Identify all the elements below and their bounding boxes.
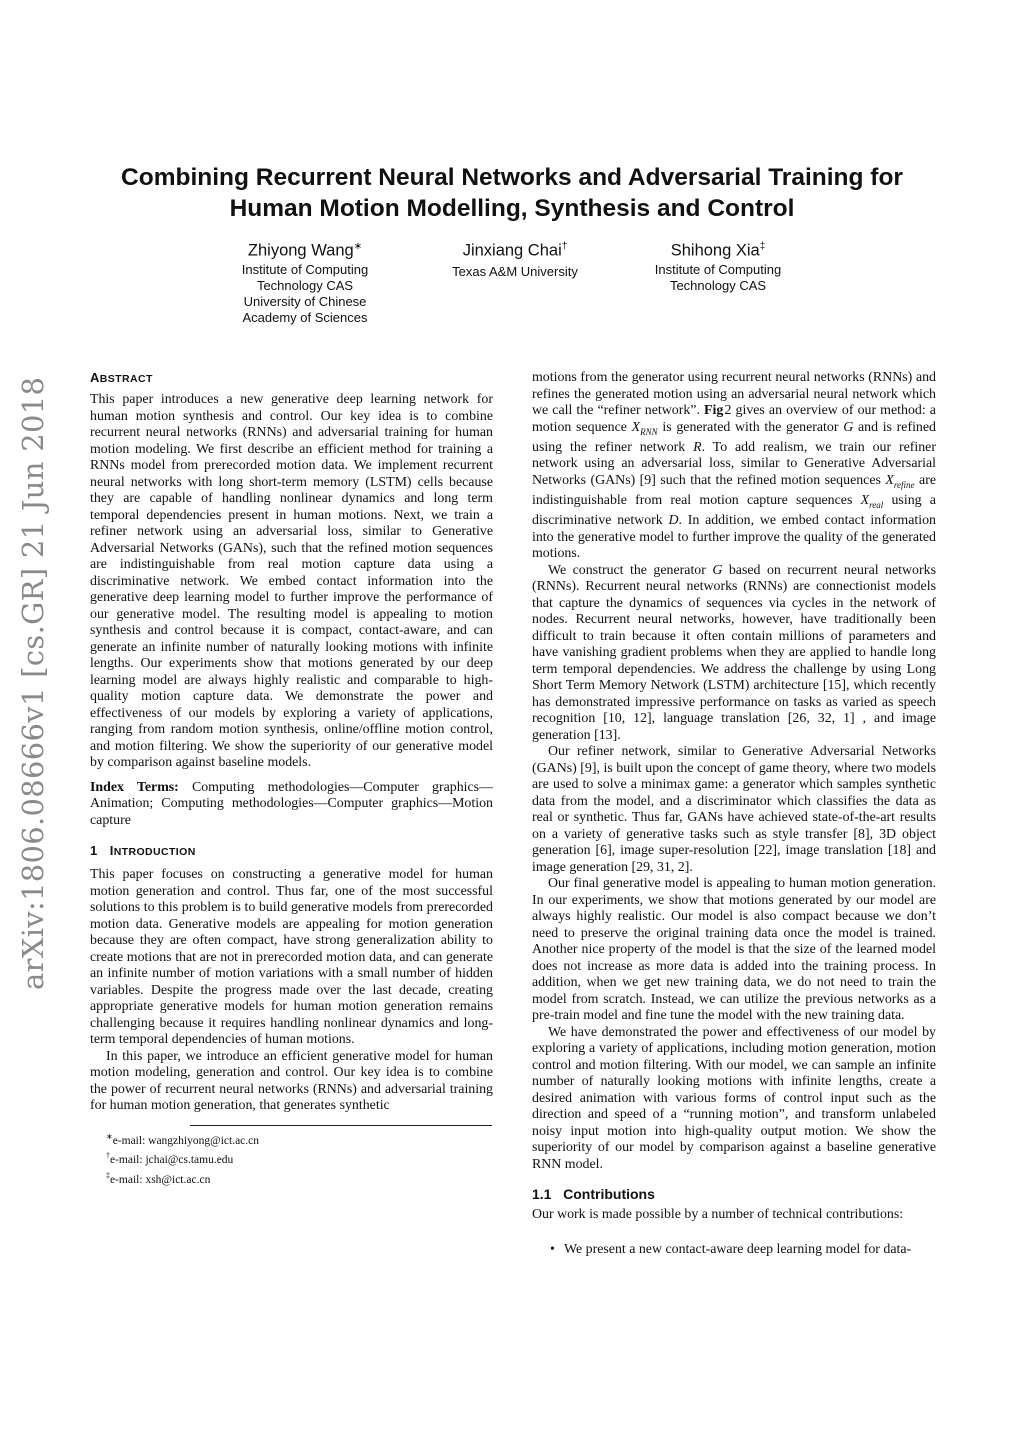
author-affiliation-line: Institute of Computing [241,261,369,277]
intro-heading: 1 INTRODUCTION [90,843,196,858]
author-affiliation-line: Technology CAS [256,277,354,293]
right-paragraph-3: Our refiner network, similar to Generative Adversarial Networks (GANs) [9], is built upon the concept of game theory, where two models are used to solve a minimax game: a generator which samples synthetic data from the model, and a discriminator which classifies the data as real or synthetic. Thus far, GANs have achieved state-of-the-art results on a variety of generative tasks such as style transfer [8], 3D object generation [6], image super-resolution [22], image translation [18] and image generation [29, 31, 2]. [532,744,936,875]
abstract-heading: ABSTRACT [90,370,153,385]
author-affiliation-line: Texas A&M University [452,263,578,279]
author-affiliation-line: Institute of Computing [654,261,782,277]
author-affiliation-line: Technology CAS [669,277,767,293]
right-paragraph-5: We have demonstrated the power and effectiveness of our model by exploring a variety of applications, including motion generation, motion control and motion filtering. With our model, we can sample an infinite number of naturally looking motions with infinite lengths, create a desired animation with various forms of control input such as the direction and speed of a “running motion”, and transform unlabeled noisy input motion into high-quality output motion. We show the superiority of our model by comparison against a baseline generative RNN model. [532,1024,936,1172]
abstract-body: This paper introduces a new generative deep learning network for human motion synthesis and control. Our key idea is to combine recurrent neural networks (RNNs) and adversarial training for human motion modeling. We first describe an efficient method for training a RNNs model from prerecorded motion data. We implement recurrent neural networks with long short-term memory (LSTM) cells because they are capable of handling nonlinear dynamics and long term temporal dependencies present in human motions. Next, we train a refiner network using an adversarial loss, similar to Generative Adversarial Networks (GANs), such that the refined motion sequences are indistinguishable from real motion capture data using a discriminative network. We embed contact information into the generative deep learning model to further improve the performance of our generative model. The resulting model is appealing to motion synthesis and control because it is compact, contact-aware, and can generate an infinite number of naturally looking motions with infinite lengths. Our experiments show that motions generated by our deep learning model are always highly realistic and comparable to high-quality motion capture data. We demonstrate the power and effectiveness of our models by exploring a variety of applications, ranging from random motion synthesis, online/offline motion control, and motion filtering. We show the superiority of our generative model by comparison against baseline models. [90,392,493,770]
title-line-2: Human Motion Modelling, Synthesis and Control [229,195,795,222]
index-terms-label: Index Terms: [90,779,179,795]
author-name: Zhiyong Wang∗ [247,241,363,260]
author-mark: ‡ [759,241,766,252]
index-terms [90,780,493,830]
arxiv-identifier: arXiv:1806.08666v1 [cs.GR] 21 Jun 2018 [16,376,50,990]
author-affiliation-line: University of Chinese [243,293,367,309]
author-block-3 [623,236,813,294]
footnote: †e-mail: jchai@cs.tamu.edu [106,1151,234,1167]
left-column [90,370,493,1188]
author-affiliation-line: Academy of Sciences [242,309,368,325]
footnote-rule [190,1125,492,1126]
title-line-1: Combining Recurrent Neural Networks and Adversarial Training for [121,164,903,191]
author-block-2 [420,236,610,280]
intro-paragraph-1: This paper focuses on constructing a generative model for human motion generation and control. Thus far, one of the most successful solutions to this problem is to build generative models from prerecorded motion data. Generative models are appealing for motion generation because they are often compact, have strong generalization ability to create motions that are not in prerecorded motion data, and can generate an infinite number of motion variations with a small number of hidden variables. Despite the progress made over the last decade, creating appropriate generative models for human motion generation remains challenging because it requires handling nonlinear dynamics and long-term temporal dependencies of human motions. [90,867,493,1047]
author-mark: ∗ [353,241,363,252]
paper-title [100,162,924,224]
right-paragraph-4: Our final generative model is appealing to human motion generation. In our experiments, we show that motions generated by our model are always highly realistic. Our model is also compact because we don’t need to preserve the original training data once the model is trained. Another nice property of the model is that the size of the learned model does not increase as more data is added into the training process. In addition, when we get new training data, we do not need to train the model from scratch. Instead, we can utilize the previous networks as a pre-train model and fine tune the model with the new training data. [532,876,936,1024]
right-paragraph-2: We construct the generator G based on recurrent neural networks (RNNs). Recurrent neural networks (RNNs) are connectionist models that capture the dynamics of sequences via cycles in the network of nodes. Recurrent neural networks, however, have traditionally been difficult to train because it often contain millions of parameters and have vanishing gradient problems when they are applied to handle long term temporal dependencies. We address the challenge by using Long Short Term Memory Network (LSTM) architecture [15], which recently has demonstrated impressive performance on tasks as varied as speech recognition [10, 12], language translation [26, 32, 1] , and image generation [13]. [532,562,936,743]
right-paragraph-1: motions from the generator using recurrent neural networks (RNNs) and refines the generated motion using an adversarial neural network which we call the “refiner network”. Fig 2 gives an overview of our method: a motion sequence $X_{RNN}$ is generated with the generator G and is refined using the refiner network R. To add realism, we train our refiner network using an adversarial loss, similar to Generative Adversarial Networks (GANs) [9] such that the refined motion sequences $X_{refine}$ are indistinguishable from real motion capture sequences $X_{real}$ using a discriminative network D. In addition, we embed contact information into the generative model to further improve the quality of the generated motions. [532,370,936,562]
bullet-mark: • [550,1241,555,1257]
contributions-intro: Our work is made possible by a number of technical contributions: [532,1207,904,1223]
author-name: Jinxiang Chai† [462,241,568,260]
index-terms-text: Computing methodologies—Computer graphics—Animation; Computing methodologies—Computer graphics—Motion capture [90,779,493,828]
footnote: ‡e-mail: xsh@ict.ac.cn [106,1171,211,1186]
contributions-heading: 1.1 Contributions [532,1186,655,1203]
right-column [532,370,936,1258]
author-name: Shihong Xia‡ [670,241,766,260]
contribution-bullet [532,1242,936,1259]
author-mark: † [561,241,568,252]
author-block-1 [210,236,400,326]
footnote: ∗e-mail: wangzhiyong@ict.ac.cn [106,1131,260,1147]
contribution-bullet-text: We present a new contact-aware deep learning model for data- [564,1241,912,1257]
intro-paragraph-2: In this paper, we introduce an efficient generative model for human motion modeling, generation and control. Our key idea is to combine the power of recurrent neural networks (RNNs) and adversarial training for human motion generation, that generates synthetic [90,1048,493,1113]
